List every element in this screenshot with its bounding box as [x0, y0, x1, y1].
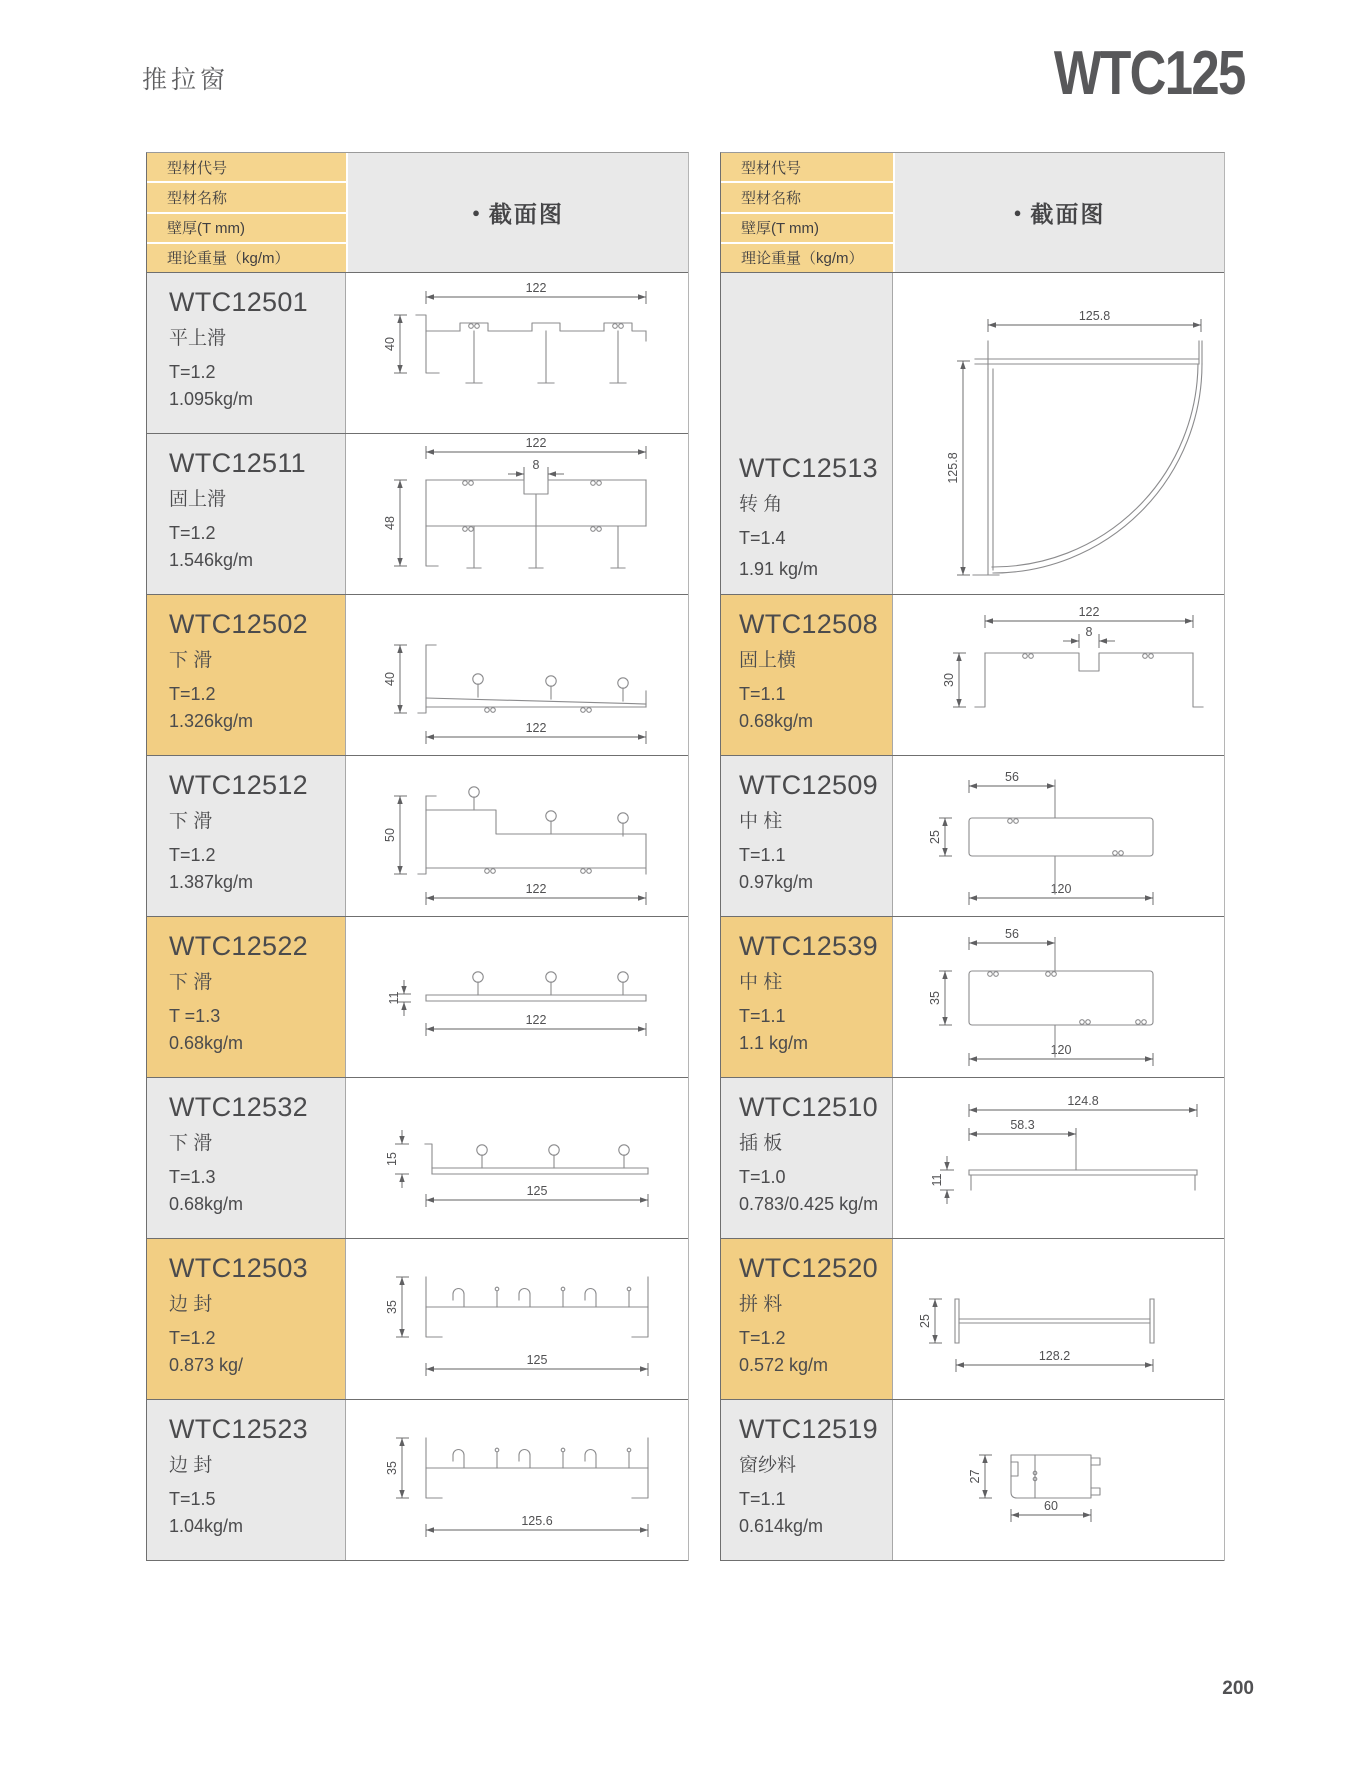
weight-value: 0.873 kg/ [169, 1355, 244, 1375]
weight-value: 0.572 kg/m [739, 1355, 829, 1375]
profile-code: WTC12511 [169, 448, 306, 478]
header-label-column [147, 153, 346, 272]
page-number: 200 [1222, 1678, 1254, 1699]
profile-specs [169, 1003, 243, 1057]
dim-label: 128.2 [1038, 1349, 1071, 1363]
cross-section-diagram [346, 917, 688, 1077]
thickness-value: T=1.2 [169, 523, 216, 543]
profile-specs [739, 1003, 808, 1057]
dim-label: 35 [385, 1300, 399, 1314]
table-row [721, 756, 1224, 917]
dim-label: 122 [525, 1013, 547, 1027]
cross-section-drawing [346, 1400, 689, 1561]
profile-name: 中 柱 [739, 972, 783, 993]
header-label: 壁厚(T mm) [721, 214, 893, 244]
profile-info-cell [147, 917, 346, 1077]
weight-value: 0.614kg/m [739, 1516, 824, 1536]
dim-label: 58.3 [1010, 1118, 1035, 1132]
weight-value: 0.68kg/m [169, 1033, 244, 1053]
dim-label: 125 [526, 1184, 548, 1198]
profile-specs [739, 1164, 878, 1218]
thickness-value: T=1.2 [169, 684, 216, 704]
dim-label: 35 [928, 991, 942, 1005]
thickness-value: T=1.1 [739, 1006, 786, 1026]
thickness-value: T=1.1 [739, 845, 786, 865]
profile-info-cell [147, 1400, 346, 1560]
table-row [147, 1239, 688, 1400]
cross-section-diagram [893, 1239, 1224, 1399]
thickness-value: T=1.1 [739, 684, 786, 704]
page-series-title: WTC125 [1054, 39, 1245, 108]
profile-specs [739, 523, 818, 585]
cross-section-drawing [893, 917, 1225, 1078]
profile-specs [169, 520, 253, 574]
dim-label: 56 [1005, 770, 1019, 784]
weight-value: 1.04kg/m [169, 1516, 244, 1536]
cross-section-drawing [346, 917, 689, 1078]
table-row [147, 595, 688, 756]
table-row [147, 1400, 688, 1561]
dim-label: 60 [1044, 1499, 1058, 1513]
cross-section-drawing [346, 756, 689, 917]
cross-section-diagram [893, 1078, 1224, 1238]
table-row [147, 1078, 688, 1239]
dim-label: 25 [918, 1314, 932, 1328]
profile-specs [739, 1486, 823, 1540]
profile-code: WTC12510 [739, 1092, 878, 1122]
thickness-value: T=1.2 [169, 1328, 216, 1348]
cross-section-drawing [893, 595, 1225, 756]
cross-section-drawing [893, 273, 1225, 595]
profile-info-cell [721, 1400, 893, 1560]
weight-value: 0.68kg/m [169, 1194, 244, 1214]
dim-label: 40 [383, 337, 397, 351]
profile-info-cell [147, 595, 346, 755]
profile-specs [169, 681, 253, 735]
table-row [147, 434, 688, 595]
profile-name: 边 封 [169, 1455, 213, 1476]
cross-section-diagram [893, 917, 1224, 1077]
profile-name: 拼 料 [739, 1294, 783, 1315]
profile-code: WTC12501 [169, 287, 308, 317]
dim-label: 122 [525, 436, 547, 450]
cross-section-diagram [346, 1239, 688, 1399]
cross-section-diagram [346, 434, 688, 594]
thickness-value: T=1.4 [739, 528, 786, 548]
table-header [721, 153, 1224, 273]
dim-label: 120 [1050, 1043, 1072, 1057]
profile-table-left [146, 152, 689, 1561]
section-header-cell [895, 153, 1224, 272]
cross-section-diagram [893, 273, 1224, 594]
profile-info-cell [147, 1239, 346, 1399]
profile-name: 下 滑 [169, 811, 213, 832]
profile-code: WTC12523 [169, 1414, 308, 1444]
profile-name: 固上滑 [169, 489, 227, 510]
profile-info-cell [147, 434, 346, 594]
section-header-cell [348, 153, 688, 272]
dim-label: 122 [525, 281, 547, 295]
profile-specs [739, 842, 813, 896]
weight-value: 1.546kg/m [169, 550, 254, 570]
dim-label: 50 [383, 828, 397, 842]
profile-info-cell [721, 917, 893, 1077]
thickness-value: T=1.3 [169, 1167, 216, 1187]
profile-info-cell [721, 756, 893, 916]
profile-specs [739, 681, 813, 735]
dim-label: 48 [383, 516, 397, 530]
dim-label: 11 [930, 1173, 944, 1187]
dim-label: 40 [383, 672, 397, 686]
dim-label: 125.8 [1078, 309, 1111, 323]
weight-value: 0.783/0.425 kg/m [739, 1194, 879, 1214]
dim-label: 30 [942, 673, 956, 687]
profile-info-cell [721, 273, 893, 594]
bullet-icon: ● [1013, 205, 1022, 220]
dim-label: 56 [1005, 927, 1019, 941]
weight-value: 1.1 kg/m [739, 1033, 809, 1053]
weight-value: 0.97kg/m [739, 872, 814, 892]
cross-section-diagram [893, 1400, 1224, 1560]
thickness-value: T =1.3 [169, 1006, 221, 1026]
header-label: 型材代号 [721, 153, 893, 183]
profile-info-cell [147, 1078, 346, 1238]
table-header [147, 153, 688, 273]
profile-name: 插 板 [739, 1133, 783, 1154]
profile-name: 中 柱 [739, 811, 783, 832]
section-header-label: 截面图 [1030, 201, 1106, 227]
table-row [721, 273, 1224, 595]
cross-section-drawing [893, 1239, 1225, 1400]
profile-info-cell [147, 273, 346, 433]
dim-label: 27 [968, 1469, 982, 1484]
cross-section-drawing [893, 1400, 1225, 1561]
profile-name: 转 角 [739, 494, 783, 515]
thickness-value: T=1.0 [739, 1167, 786, 1187]
profile-info-cell [721, 1239, 893, 1399]
dim-label: 122 [1078, 605, 1100, 619]
dim-label: 125.6 [521, 1514, 553, 1528]
dim-label: 8 [532, 458, 540, 472]
cross-section-diagram [346, 1400, 688, 1560]
profile-name: 下 滑 [169, 1133, 213, 1154]
header-label: 型材代号 [147, 153, 346, 183]
profile-name: 边 封 [169, 1294, 213, 1315]
profile-code: WTC12532 [169, 1092, 308, 1122]
profile-specs [169, 359, 253, 413]
cross-section-diagram [346, 756, 688, 916]
header-label: 型材名称 [147, 183, 346, 213]
weight-value: 0.68kg/m [739, 711, 814, 731]
profile-code: WTC12509 [739, 770, 878, 800]
profile-table-right [720, 152, 1225, 1561]
header-label-column [721, 153, 893, 272]
table-row [721, 1400, 1224, 1561]
header-label: 壁厚(T mm) [147, 214, 346, 244]
dim-label: 15 [385, 1152, 399, 1166]
table-row [721, 1078, 1224, 1239]
profile-info-cell [147, 756, 346, 916]
profile-code: WTC12519 [739, 1414, 878, 1444]
profile-code: WTC12520 [739, 1253, 878, 1283]
profile-specs [169, 1486, 243, 1540]
table-row [721, 1239, 1224, 1400]
profile-name: 平上滑 [169, 328, 227, 349]
cross-section-diagram [893, 595, 1224, 755]
header-label: 型材名称 [721, 183, 893, 213]
dim-label: 25 [928, 830, 942, 844]
profile-code: WTC12522 [169, 931, 308, 961]
profile-name: 窗纱料 [739, 1455, 797, 1476]
profile-name: 固上横 [739, 650, 797, 671]
weight-value: 1.095kg/m [169, 389, 254, 409]
cross-section-drawing [893, 1078, 1225, 1239]
thickness-value: T=1.2 [169, 362, 216, 382]
table-row [147, 273, 688, 434]
page-category: 推拉窗 [142, 66, 230, 94]
cross-section-drawing [346, 595, 689, 756]
table-row [147, 756, 688, 917]
profile-info-cell [721, 595, 893, 755]
thickness-value: T=1.2 [739, 1328, 786, 1348]
table-row [147, 917, 688, 1078]
cross-section-drawing [346, 1078, 689, 1239]
dim-label: 11 [387, 991, 401, 1005]
thickness-value: T=1.1 [739, 1489, 786, 1509]
header-label: 理论重量（kg/m） [147, 244, 346, 272]
section-header-label: 截面图 [488, 201, 564, 227]
weight-value: 1.387kg/m [169, 872, 254, 892]
profile-name: 下 滑 [169, 650, 213, 671]
dim-label: 122 [525, 721, 547, 735]
profile-info-cell [721, 1078, 893, 1238]
profile-code: WTC12508 [739, 609, 878, 639]
cross-section-drawing [346, 1239, 689, 1400]
profile-code: WTC12503 [169, 1253, 308, 1283]
dim-label: 8 [1085, 625, 1093, 639]
profile-code: WTC12513 [739, 453, 878, 483]
cross-section-diagram [346, 595, 688, 755]
profile-specs [169, 1325, 243, 1379]
thickness-value: T=1.5 [169, 1489, 216, 1509]
profile-specs [169, 842, 253, 896]
dim-label: 120 [1050, 882, 1072, 896]
dim-label: 125 [526, 1353, 548, 1367]
cross-section-diagram [346, 273, 688, 433]
header-label: 理论重量（kg/m） [721, 244, 893, 272]
table-row [721, 595, 1224, 756]
dim-label: 122 [525, 882, 547, 896]
profile-code: WTC12539 [739, 931, 878, 961]
dim-label: 125.8 [946, 452, 960, 484]
profile-specs [739, 1325, 828, 1379]
dim-label: 124.8 [1067, 1094, 1099, 1108]
thickness-value: T=1.2 [169, 845, 216, 865]
profile-code: WTC12502 [169, 609, 308, 639]
weight-value: 1.326kg/m [169, 711, 254, 731]
profile-specs [169, 1164, 243, 1218]
profile-code: WTC12512 [169, 770, 308, 800]
table-row [721, 917, 1224, 1078]
profile-name: 下 滑 [169, 972, 213, 993]
cross-section-diagram [346, 1078, 688, 1238]
dim-label: 35 [385, 1461, 399, 1475]
cross-section-drawing [346, 434, 689, 595]
cross-section-diagram [893, 756, 1224, 916]
bullet-icon: ● [472, 205, 480, 220]
weight-value: 1.91 kg/m [739, 559, 819, 579]
cross-section-drawing [346, 273, 689, 434]
cross-section-drawing [893, 756, 1225, 917]
